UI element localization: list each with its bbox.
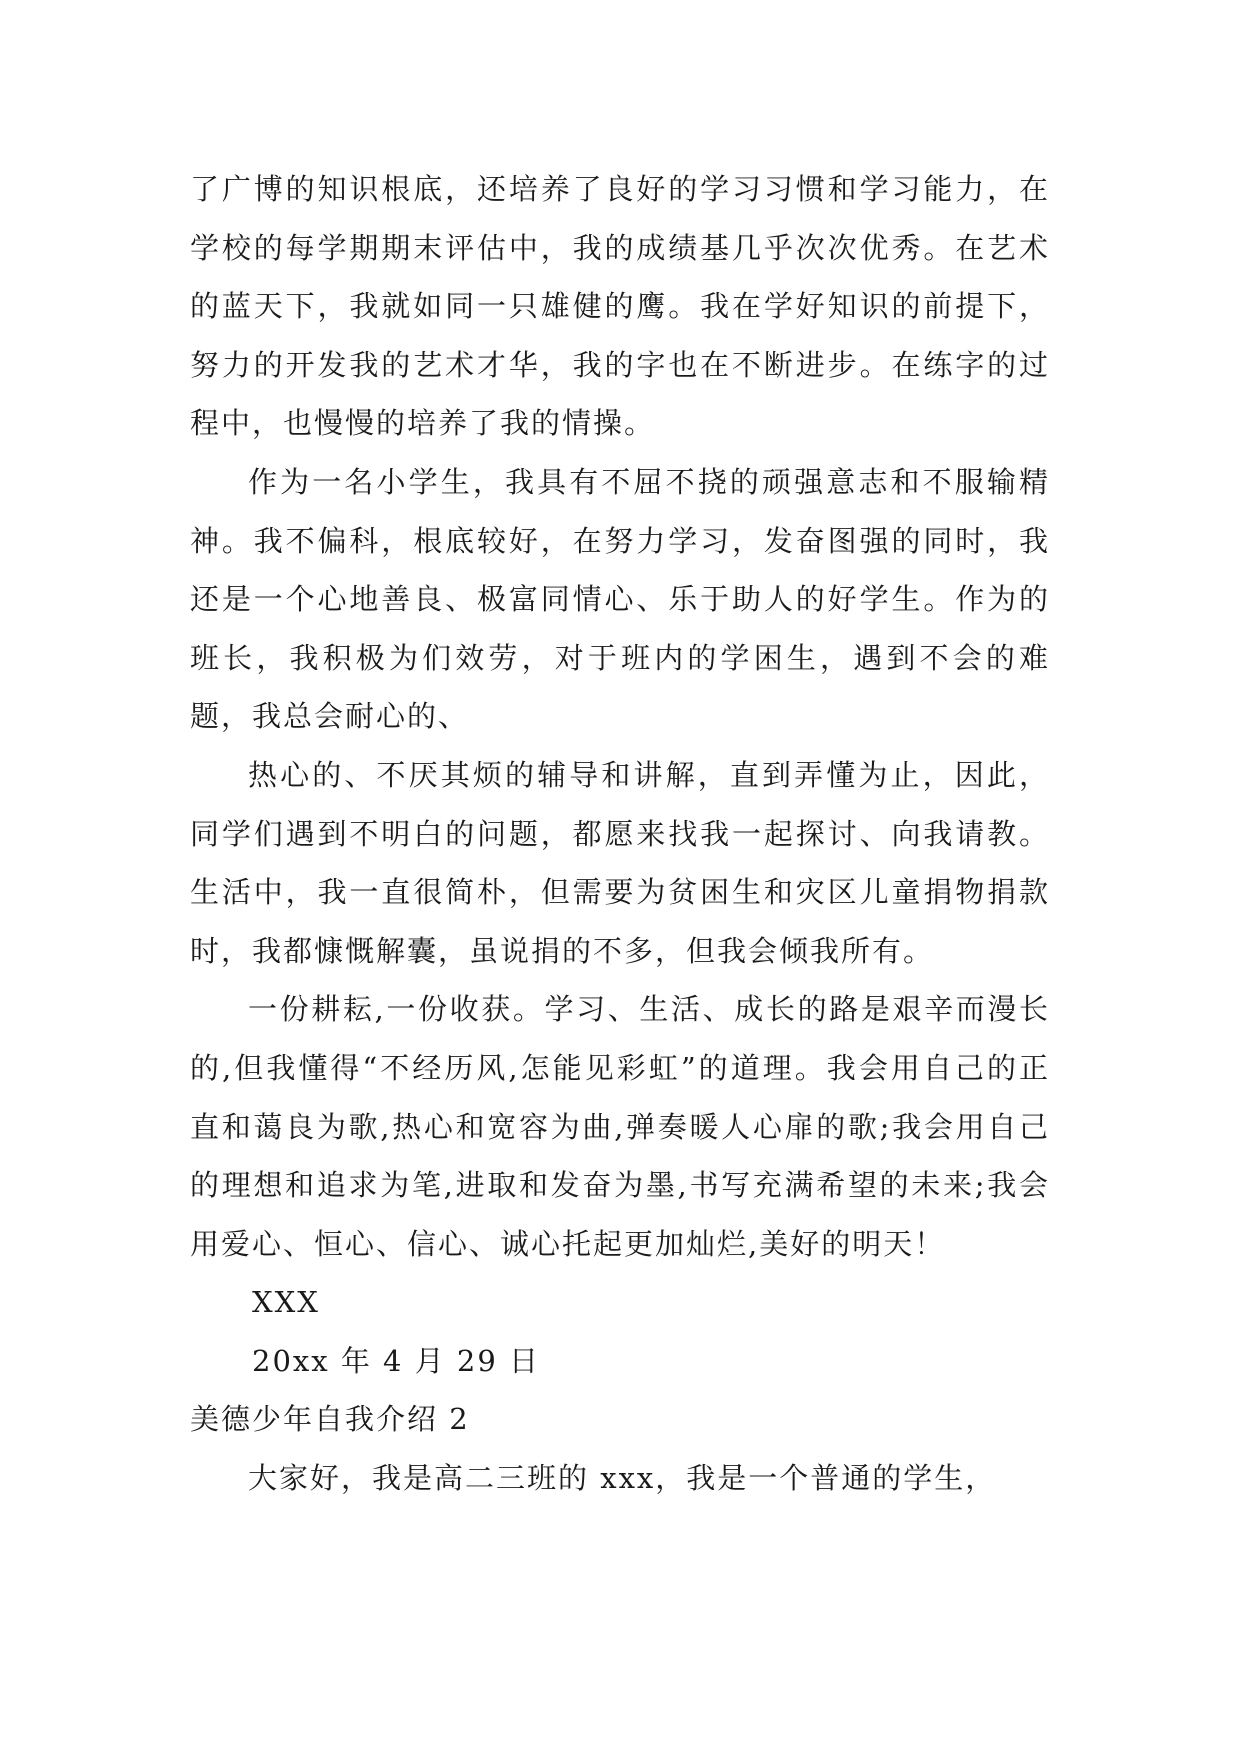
signature-name: XXX xyxy=(252,1285,320,1320)
section-title: 美德少年自我介绍 2 xyxy=(190,1402,470,1437)
paragraph: 热心的、不厌其烦的辅导和讲解，直到弄懂为止，因此，同学们遇到不明白的问题，都愿来找我一起探讨、向我请教。生活中，我一直很简朴，但需要为贫困生和灾区儿童捐物捐款时，我都慷慨解囊，虽说捐的不多，但我会倾我所有。 xyxy=(190,757,1050,968)
document-body xyxy=(190,160,1050,1508)
paragraph: 作为一名小学生，我具有不屈不挠的顽强意志和不服输精神。我不偏科，根底较好，在努力学习，发奋图强的同时，我还是一个心地善良、极富同情心、乐于助人的好学生。作为的班长，我积极为们效劳，对于班内的学困生，遇到不会的难题，我总会耐心的、 xyxy=(190,464,1050,734)
paragraph: 一份耕耘,一份收获。学习、生活、成长的路是艰辛而漫长的,但我懂得“不经历风,怎能见彩虹”的道理。我会用自己的正直和蔼良为歌,热心和宽容为曲,弹奏暖人心扉的歌;我会用自己的理想和追求为笔,进取和发奋为墨,书写充满希望的未来;我会用爱心、恒心、信心、诚心托起更加灿烂,美好的明天！ xyxy=(190,992,1050,1261)
intro-paragraph: 大家好，我是高二三班的 xxx，我是一个普通的学生， xyxy=(248,1461,997,1496)
signature-date: 20xx 年 4 月 29 日 xyxy=(252,1343,541,1378)
paragraph-continued: 了广博的知识根底，还培养了良好的学习习惯和学习能力，在学校的每学期期末评估中，我的成绩基几乎次次优秀。在艺术的蓝天下，我就如同一只雄健的鹰。我在学好知识的前提下，努力的开发我的艺术才华，我的字也在不断进步。在练字的过程中，也慢慢的培养了我的情操。 xyxy=(190,172,1050,441)
